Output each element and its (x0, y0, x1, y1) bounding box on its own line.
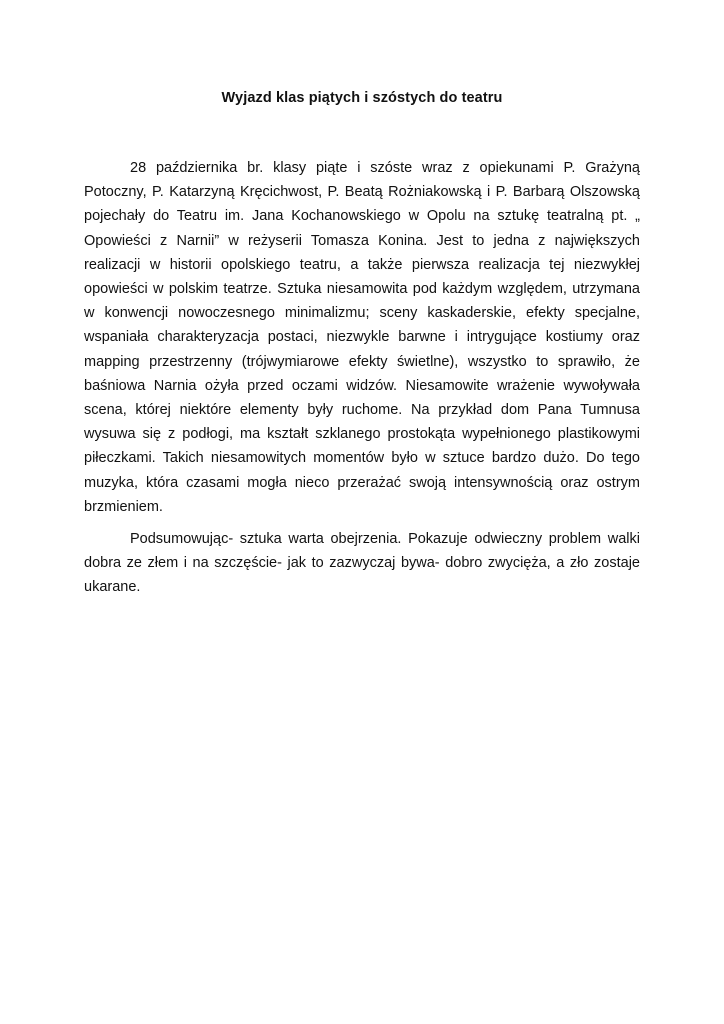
paragraph-theatre-trip: 28 października br. klasy piąte i szóste wraz z opiekunami P. Grażyną Potoczny, P. Katarzyną Kręcichwost, P. Beatą Rożniakowską i P. Barbarą Olszowską pojechały do Teatru im. Jana Kochanowskiego w Opolu na sztukę teatralną pt. „ Opowieści z Narnii” w reżyserii Tomasza Konina. Jest to jedna z największych realizacji w historii opolskiego teatru, a także pierwsza realizacja tej niezwykłej opowieści w polskim teatrze. Sztuka niesamowita pod każdym względem, utrzymana w konwencji nowoczesnego minimalizmu; sceny kaskaderskie, efekty specjalne, wspaniała charakteryzacja postaci, niezwykle barwne i intrygujące kostiumy oraz mapping przestrzenny (trójwymiarowe efekty świetlne), wszystko to sprawiło, że baśniowa Narnia ożyła przed oczami widzów. Niesamowite wrażenie wywoływała scena, której niektóre elementy były ruchome. Na przykład dom Pana Tumnusa wysuwa się z podłogi, ma kształt szklanego prostokąta wypełnionego plastikowymi piłeczkami. Takich niesamowitych momentów było w sztuce bardzo dużo. Do tego muzyka, która czasami mogła nieco przerażać swoją intensywnością oraz ostrym brzmieniem. (84, 160, 640, 515)
paragraph-summary: Podsumowując- sztuka warta obejrzenia. Pokazuje odwieczny problem walki dobra ze złem i na szczęście- jak to zazwyczaj bywa- dobro zwycięża, a zło zostaje ukarane. (84, 531, 640, 596)
document-title: Wyjazd klas piątych i szóstych do teatru (221, 90, 503, 106)
document-body (84, 156, 640, 600)
